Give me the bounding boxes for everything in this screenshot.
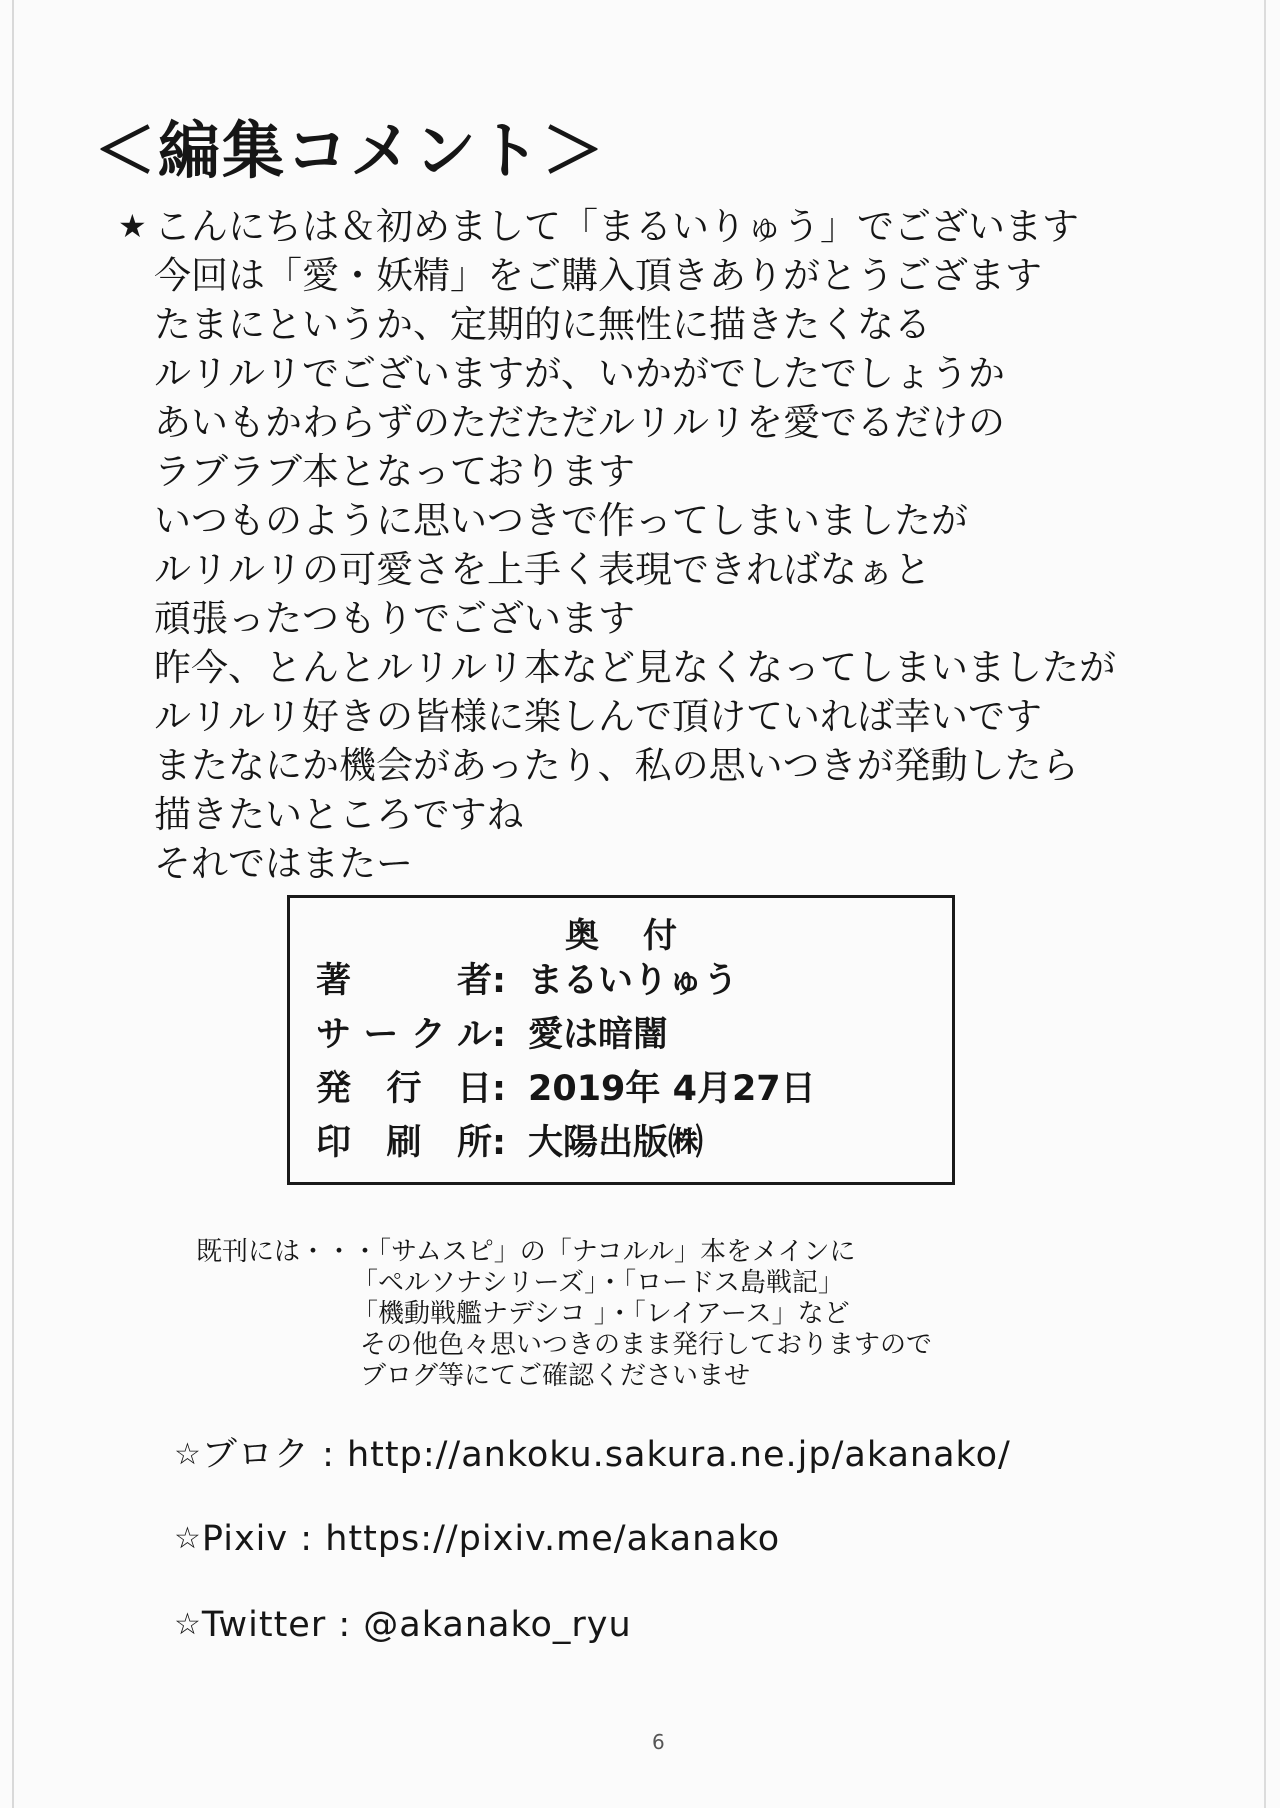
- colophon-label: 著者: [316, 961, 492, 1001]
- backlist-line: 「機動戦艦ナデシコ 」・「レイアース」など: [352, 1299, 850, 1329]
- comment-line: [118, 202, 1138, 251]
- colophon-colon: :: [492, 1123, 506, 1163]
- link-label: Pixiv: [201, 1519, 289, 1559]
- link-pixiv: [174, 1519, 781, 1559]
- backlist-line: ブログ等にてご確認くださいませ: [360, 1361, 751, 1391]
- colophon-colon: :: [492, 1069, 506, 1109]
- colophon-row-circle: [316, 1015, 669, 1055]
- comment-line: 今回は「愛・妖精」をご購入頂きありがとうござます: [154, 254, 1042, 297]
- colophon-value: 大陽出版㈱: [528, 1123, 704, 1163]
- page-edge-left: [12, 0, 14, 1808]
- colophon-row-printer: [316, 1123, 704, 1163]
- comment-line: あいもかわらずのただただルリルリを愛でるだけの: [154, 401, 1005, 444]
- comment-text: こんにちは＆初めまして「まるいりゅう」でございます: [154, 205, 1079, 248]
- colophon-box: [287, 895, 955, 1185]
- comment-line: たまにというか、定期的に無性に描きたくなる: [154, 303, 931, 346]
- link-handle-twitter[interactable]: @akanako_ryu: [363, 1605, 632, 1645]
- comment-line: 昨今、とんとルリルリ本など見なくなってしまいましたが: [154, 646, 1116, 689]
- colophon-title: 奥付: [565, 916, 721, 956]
- link-url-blog[interactable]: http://ankoku.sakura.ne.jp/akanako/: [347, 1435, 1011, 1475]
- comment-line: ラブラブ本となっております: [154, 450, 635, 493]
- page-number: 6: [652, 1730, 665, 1754]
- link-separator: :: [338, 1605, 352, 1645]
- link-label: ブロク: [201, 1435, 310, 1475]
- colophon-value: 愛は暗闇: [528, 1015, 669, 1055]
- link-separator: :: [300, 1519, 314, 1559]
- editor-comment: [118, 202, 1138, 888]
- colophon-value: 2019年 4月27日: [528, 1069, 816, 1109]
- link-url-pixiv[interactable]: https://pixiv.me/akanako: [325, 1519, 781, 1559]
- backlist-line: 「ペルソナシリーズ」・「ロードス島戦記」: [352, 1268, 844, 1298]
- star-outline-icon: ☆: [174, 1437, 202, 1472]
- colophon-label: 印刷所: [316, 1123, 492, 1163]
- comment-line: ルリルリの可愛さを上手く表現できればなぁと: [154, 548, 931, 591]
- page-title: ＜編集コメント＞: [94, 114, 607, 187]
- link-blog: [174, 1435, 1011, 1475]
- backlist-note: [196, 1237, 932, 1392]
- colophon-row-author: [316, 961, 739, 1001]
- comment-line: ルリルリでございますが、いかがでしたでしょうか: [154, 352, 1005, 395]
- page-edge-right: [1264, 0, 1266, 1808]
- colophon-row-date: [316, 1069, 816, 1109]
- comment-line: ルリルリ好きの皆様に楽しんで頂けていれば幸いです: [154, 695, 1042, 738]
- star-icon: ★: [118, 207, 147, 245]
- backlist-line: その他色々思いつきのまま発行しておりますので: [360, 1330, 933, 1360]
- link-label: Twitter: [201, 1605, 327, 1645]
- star-outline-icon: ☆: [174, 1521, 202, 1556]
- star-outline-icon: ☆: [174, 1607, 202, 1642]
- backlist-line: 既刊には・・・「サムスピ」の「ナコルル」本をメインに: [196, 1237, 856, 1267]
- colophon-colon: :: [492, 1015, 506, 1055]
- link-separator: :: [322, 1435, 335, 1475]
- comment-line: またなにか機会があったり、私の思いつきが発動したら: [154, 744, 1079, 787]
- comment-line: 頑張ったつもりでございます: [154, 597, 635, 640]
- link-twitter: [174, 1605, 632, 1645]
- comment-line: それではまたー: [154, 842, 413, 885]
- colophon-label: 発行日: [316, 1069, 492, 1109]
- colophon-label: サークル: [316, 1015, 492, 1055]
- colophon-value: まるいりゅう: [528, 961, 739, 1001]
- comment-line: いつものように思いつきで作ってしまいましたが: [154, 499, 968, 542]
- comment-line: 描きたいところですね: [154, 793, 524, 836]
- colophon-colon: :: [492, 961, 506, 1001]
